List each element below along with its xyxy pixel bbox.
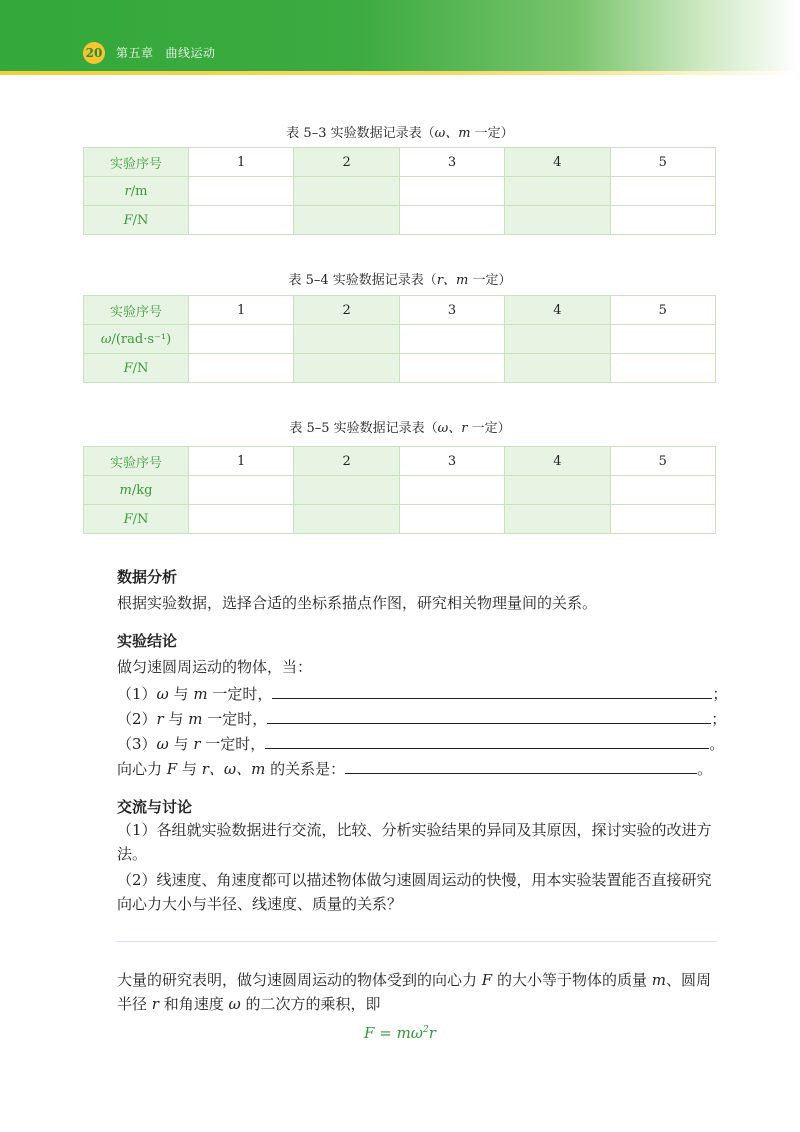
section-divider xyxy=(117,941,717,942)
chapter-number: 第五章 xyxy=(116,46,154,60)
empty-cell[interactable] xyxy=(610,476,715,505)
row-label: F/N xyxy=(84,354,189,383)
conclusion-title: 实验结论 xyxy=(117,632,178,650)
answer-blank[interactable] xyxy=(272,684,712,699)
empty-cell[interactable] xyxy=(399,325,504,354)
column-header: 3 xyxy=(399,148,504,177)
empty-cell[interactable] xyxy=(294,206,399,235)
row-label: r/m xyxy=(84,177,189,206)
answer-blank[interactable] xyxy=(267,709,711,724)
empty-cell[interactable] xyxy=(505,177,610,206)
header-cell: 实验序号 xyxy=(84,296,189,325)
row-label: ω/(rad·s⁻¹) xyxy=(84,325,189,354)
row-label: F/N xyxy=(84,505,189,534)
empty-cell[interactable] xyxy=(294,177,399,206)
column-header: 5 xyxy=(610,447,715,476)
empty-cell[interactable] xyxy=(189,206,294,235)
empty-cell[interactable] xyxy=(294,354,399,383)
empty-cell[interactable] xyxy=(294,476,399,505)
conclusion-item-2: （2）r 与 m 一定时， ； xyxy=(117,710,727,728)
empty-cell[interactable] xyxy=(399,177,504,206)
column-header: 5 xyxy=(610,296,715,325)
header-accent-line xyxy=(0,71,800,75)
table-row xyxy=(84,325,716,354)
header-cell: 实验序号 xyxy=(84,447,189,476)
table-row xyxy=(84,505,716,534)
empty-cell[interactable] xyxy=(610,505,715,534)
column-header: 3 xyxy=(399,447,504,476)
empty-cell[interactable] xyxy=(610,177,715,206)
empty-cell[interactable] xyxy=(505,354,610,383)
column-header: 4 xyxy=(505,296,610,325)
column-header: 1 xyxy=(189,296,294,325)
empty-cell[interactable] xyxy=(505,325,610,354)
column-header: 2 xyxy=(294,447,399,476)
table-row xyxy=(84,354,716,383)
table-row xyxy=(84,177,716,206)
conclusion-item-3: （3）ω 与 r 一定时， 。 xyxy=(117,735,725,753)
empty-cell[interactable] xyxy=(610,325,715,354)
table-row xyxy=(84,447,716,476)
answer-blank[interactable] xyxy=(345,759,697,774)
column-header: 4 xyxy=(505,148,610,177)
conclusion-relation: 向心力 F 与 r、ω、m 的关系是： 。 xyxy=(117,760,713,778)
answer-blank[interactable] xyxy=(265,734,709,749)
empty-cell[interactable] xyxy=(505,206,610,235)
data-table-5-3 xyxy=(83,147,716,235)
centripetal-force-formula: $F = m\omega^2r$ xyxy=(364,1024,436,1042)
empty-cell[interactable] xyxy=(399,505,504,534)
data-table-5-4 xyxy=(83,295,716,383)
conclusion-item-1: （1）ω 与 m 一定时， ； xyxy=(117,685,728,703)
empty-cell[interactable] xyxy=(189,476,294,505)
table-row xyxy=(84,148,716,177)
column-header: 4 xyxy=(505,447,610,476)
empty-cell[interactable] xyxy=(610,206,715,235)
column-header: 2 xyxy=(294,296,399,325)
column-header: 3 xyxy=(399,296,504,325)
table-caption: 表 5–3 实验数据记录表（ω、m 一定） xyxy=(286,126,514,141)
table-row xyxy=(84,206,716,235)
analysis-title: 数据分析 xyxy=(117,568,178,586)
table-caption: 表 5–5 实验数据记录表（ω、r 一定） xyxy=(289,421,511,436)
conclusion-intro: 做匀速圆周运动的物体，当： xyxy=(117,658,313,676)
chapter-title: 曲线运动 xyxy=(165,46,216,60)
column-header: 1 xyxy=(189,148,294,177)
discussion-paragraph-2: （2）线速度、角速度都可以描述物体做匀速圆周运动的快慢，用本实验装置能否直接研究向心力大小与半径、线速度、质量的关系？ xyxy=(117,871,712,913)
empty-cell[interactable] xyxy=(294,505,399,534)
empty-cell[interactable] xyxy=(189,354,294,383)
empty-cell[interactable] xyxy=(505,476,610,505)
table-row xyxy=(84,476,716,505)
table-caption: 表 5–4 实验数据记录表（r、m 一定） xyxy=(288,273,512,288)
summary-paragraph: 大量的研究表明，做匀速圆周运动的物体受到的向心力 F 的大小等于物体的质量 m、圆周半径 r 和角速度 ω 的二次方的乘积，即 xyxy=(117,971,711,1013)
discussion-title: 交流与讨论 xyxy=(117,798,193,816)
header-cell: 实验序号 xyxy=(84,148,189,177)
empty-cell[interactable] xyxy=(399,354,504,383)
discussion-paragraph-1: （1）各组就实验数据进行交流，比较、分析实验结果的异同及其原因，探讨实验的改进方法。 xyxy=(117,821,712,863)
empty-cell[interactable] xyxy=(399,206,504,235)
data-table-5-5 xyxy=(83,446,716,534)
page-number-badge: 20 xyxy=(83,42,105,64)
empty-cell[interactable] xyxy=(399,476,504,505)
column-header: 2 xyxy=(294,148,399,177)
chapter-heading xyxy=(116,44,228,61)
row-label: F/N xyxy=(84,206,189,235)
empty-cell[interactable] xyxy=(189,325,294,354)
row-label: m/kg xyxy=(84,476,189,505)
column-header: 5 xyxy=(610,148,715,177)
analysis-text: 根据实验数据，选择合适的坐标系描点作图，研究相关物理量间的关系。 xyxy=(117,594,598,612)
empty-cell[interactable] xyxy=(189,505,294,534)
empty-cell[interactable] xyxy=(610,354,715,383)
column-header: 1 xyxy=(189,447,294,476)
empty-cell[interactable] xyxy=(189,177,294,206)
empty-cell[interactable] xyxy=(505,505,610,534)
table-row xyxy=(84,296,716,325)
chapter-header-band xyxy=(0,0,800,74)
empty-cell[interactable] xyxy=(294,325,399,354)
